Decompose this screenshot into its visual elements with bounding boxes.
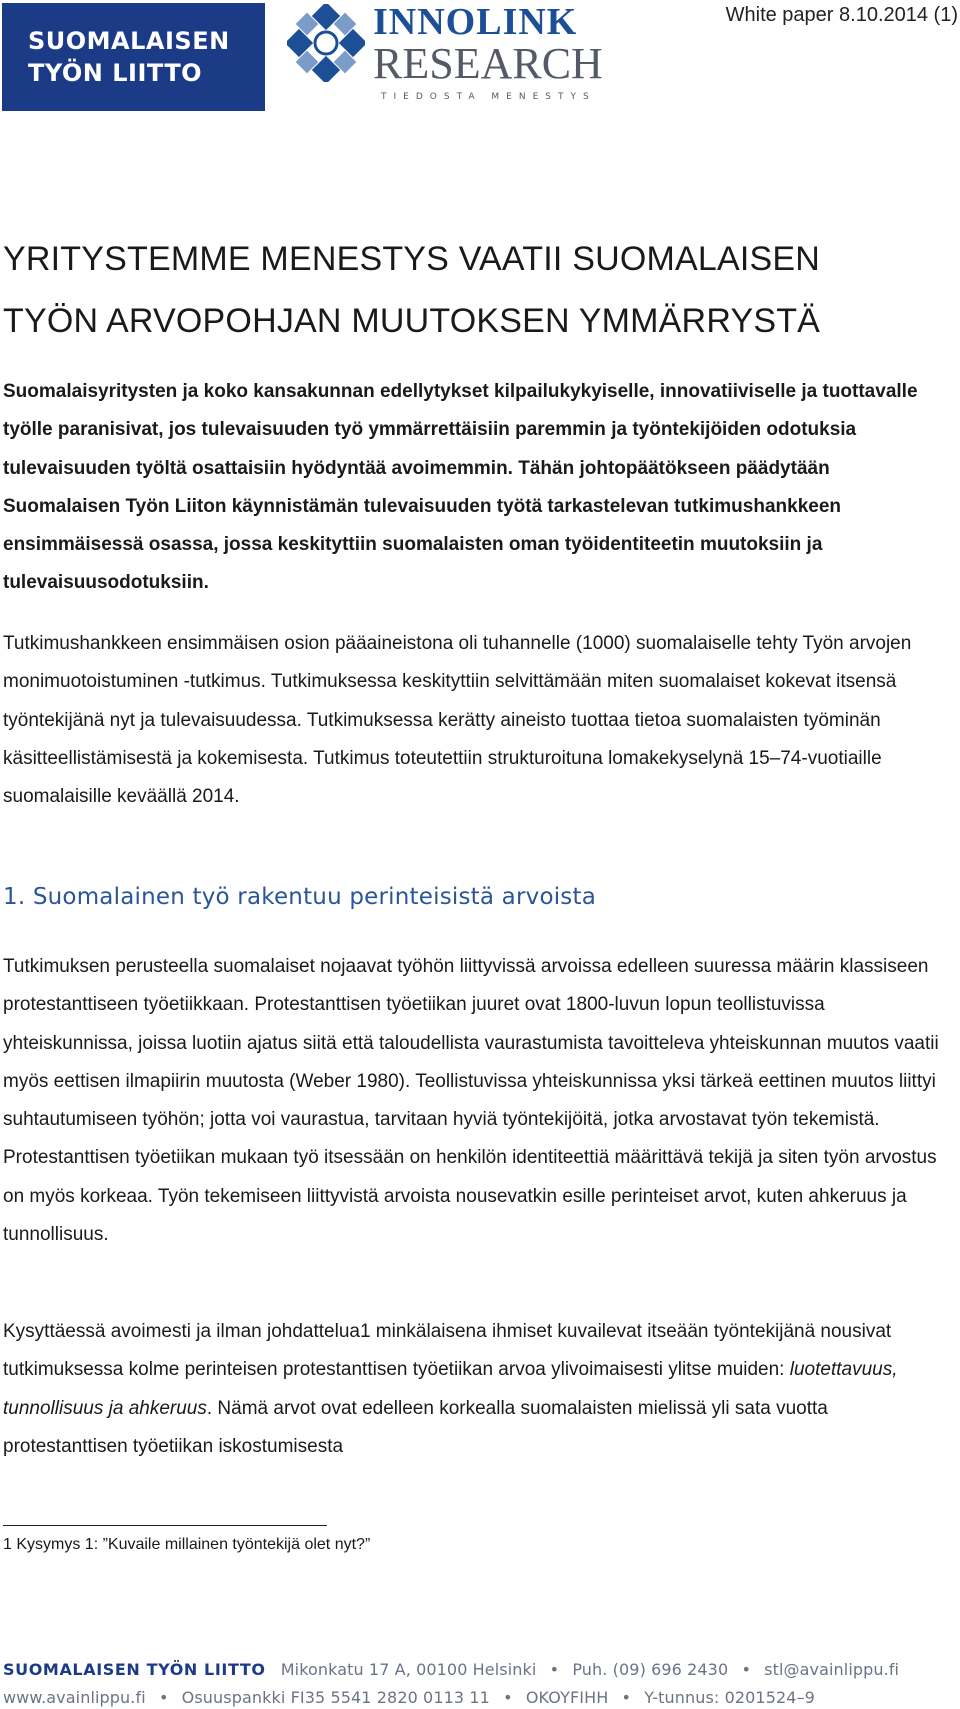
lead-paragraph: Suomalaisyritysten ja koko kansakunnan edellytykset kilpailukykyiselle, innovatiiviselle ja tuottavalle työlle paranisivat, jos tulevaisuuden työ ymmärrettäisiin paremmin ja työntekijöiden odotuksia tulevaisuuden työltä osattaisiin hyödyntää avoimemmin. Tähän johtopäätökseen päädytään Suomalaisen Työn Liiton käynnistämän tulevaisuuden työtä tarkastelevan tutkimushankkeen ensimmäisessä osassa, jossa keskityttiin suomalaisten oman työidentiteetin muutoksiin ja tulevaisuusodotuksiin. bbox=[3, 381, 918, 594]
title-line-1: YRITYSTEMME MENESTYS VAATII SUOMALAISEN bbox=[3, 240, 821, 278]
innolink-wordmark: INNOLINK bbox=[373, 1, 578, 43]
footer-brand: SUOMALAISEN TYÖN LIITTO bbox=[3, 1660, 266, 1679]
footer-line-2 bbox=[3, 1688, 957, 1707]
document-label: White paper 8.10.2014 (1) bbox=[725, 4, 958, 26]
footer-bic: OKOYFIHH bbox=[525, 1688, 609, 1707]
footer-email: stl@avainlippu.fi bbox=[764, 1660, 900, 1679]
footer-separator: • bbox=[158, 1688, 169, 1707]
section-heading-1: 1. Suomalainen työ rakentuu perinteisistä arvoista bbox=[3, 884, 596, 910]
section-1-paragraph-1: Tutkimuksen perusteella suomalaiset nojaavat työhön liittyvissä arvoissa edelleen suuressa määrin klassiseen protestanttiseen työetiikkaan. Protestanttisen työetiikan juuret ovat 1800-luvun lopun teollistuvissa yhteiskunnissa, joissa luotiin ajatus siitä että taloudellista vaurastumista tavoitteleva yhteiskunnan muutos vaatii myös eettisen ilmapiirin muutosta (Weber 1980). Teollistuvissa yhteiskunnissa yksi tärkeä eettinen muutos liittyi suhtautumiseen työhön; jotta voi vaurastua, tarvitaan hyviä työntekijöitä, jotka arvostavat työn tekemistä. Protestanttisen työetiikan mukaan työ itsessään on henkilön identiteettiä määrittävä tekijä ja siten työn arvostus on myös korkeaa. Työn tekemiseen liittyvistä arvoista nousevatkin esille perinteiset arvot, kuten ahkeruus ja tunnollisuus. bbox=[3, 956, 939, 1246]
footer-line-1 bbox=[3, 1660, 957, 1679]
footer-separator: • bbox=[503, 1688, 513, 1707]
footer-phone: Puh. (09) 696 2430 bbox=[572, 1660, 729, 1679]
logo-line-1: SUOMALAISEN bbox=[28, 27, 230, 55]
suomalaisen-tyon-liitto-logo bbox=[2, 3, 265, 111]
innolink-research-logo bbox=[287, 1, 603, 108]
footer-bank: Osuuspankki FI35 5541 2820 0113 11 bbox=[181, 1688, 490, 1707]
footer-separator: • bbox=[741, 1660, 751, 1679]
body-paragraph-1: Tutkimushankkeen ensimmäisen osion pääaineistona oli tuhannelle (1000) suomalaiselle tehty Työn arvojen monimuotoistuminen -tutkimus. Tutkimuksessa keskityttiin selvittämään miten suomalaiset kokevat itsensä työntekijänä nyt ja tulevaisuudessa. Tutkimuksessa kerätty aineisto tuottaa tietoa suomalaisten työminän käsitteellistämisestä ja kokemisesta. Tutkimus toteutettiin strukturoituna lomakekyselynä 15–74-vuotiaille suomalaisille keväällä 2014. bbox=[3, 633, 912, 808]
footer-web: www.avainlippu.fi bbox=[3, 1688, 146, 1707]
footnote-1: 1 Kysymys 1: ”Kuvaile millainen työntekijä olet nyt?” bbox=[3, 1536, 371, 1553]
footnote-divider bbox=[3, 1525, 327, 1526]
innolink-tagline: TIEDOSTA MENESTYS bbox=[381, 92, 596, 102]
footer-separator: • bbox=[549, 1660, 560, 1679]
section-1-paragraph-2 bbox=[3, 1313, 953, 1466]
logo-line-2: TYÖN LIITTO bbox=[28, 59, 203, 87]
research-wordmark: RESEARCH bbox=[373, 39, 603, 88]
footer-address: Mikonkatu 17 A, 00100 Helsinki bbox=[280, 1660, 537, 1679]
paragraph-text: Kysyttäessä avoimesti ja ilman johdattelua1 minkälaisena ihmiset kuvailevat itseään työntekijänä nousivat tutkimuksessa kolme perinteisen protestanttisen työetiikan arvoa ylivoimaisesti ylitse muiden: bbox=[3, 1321, 892, 1381]
footer-separator: • bbox=[621, 1688, 632, 1707]
values-emphasis: luotettavuus, tunnollisuus ja ahkeruus bbox=[3, 1359, 898, 1419]
title-line-2: TYÖN ARVOPOHJAN MUUTOKSEN YMMÄRRYSTÄ bbox=[3, 302, 821, 340]
footer-business-id: Y-tunnus: 0201524–9 bbox=[644, 1688, 815, 1707]
innolink-mark-icon bbox=[287, 4, 365, 82]
document-title bbox=[3, 228, 943, 352]
paragraph-text-end: . Nämä arvot ovat edelleen korkealla suomalaisten mielissä yli sata vuotta protestanttisen työetiikan iskostumisesta bbox=[3, 1397, 828, 1457]
